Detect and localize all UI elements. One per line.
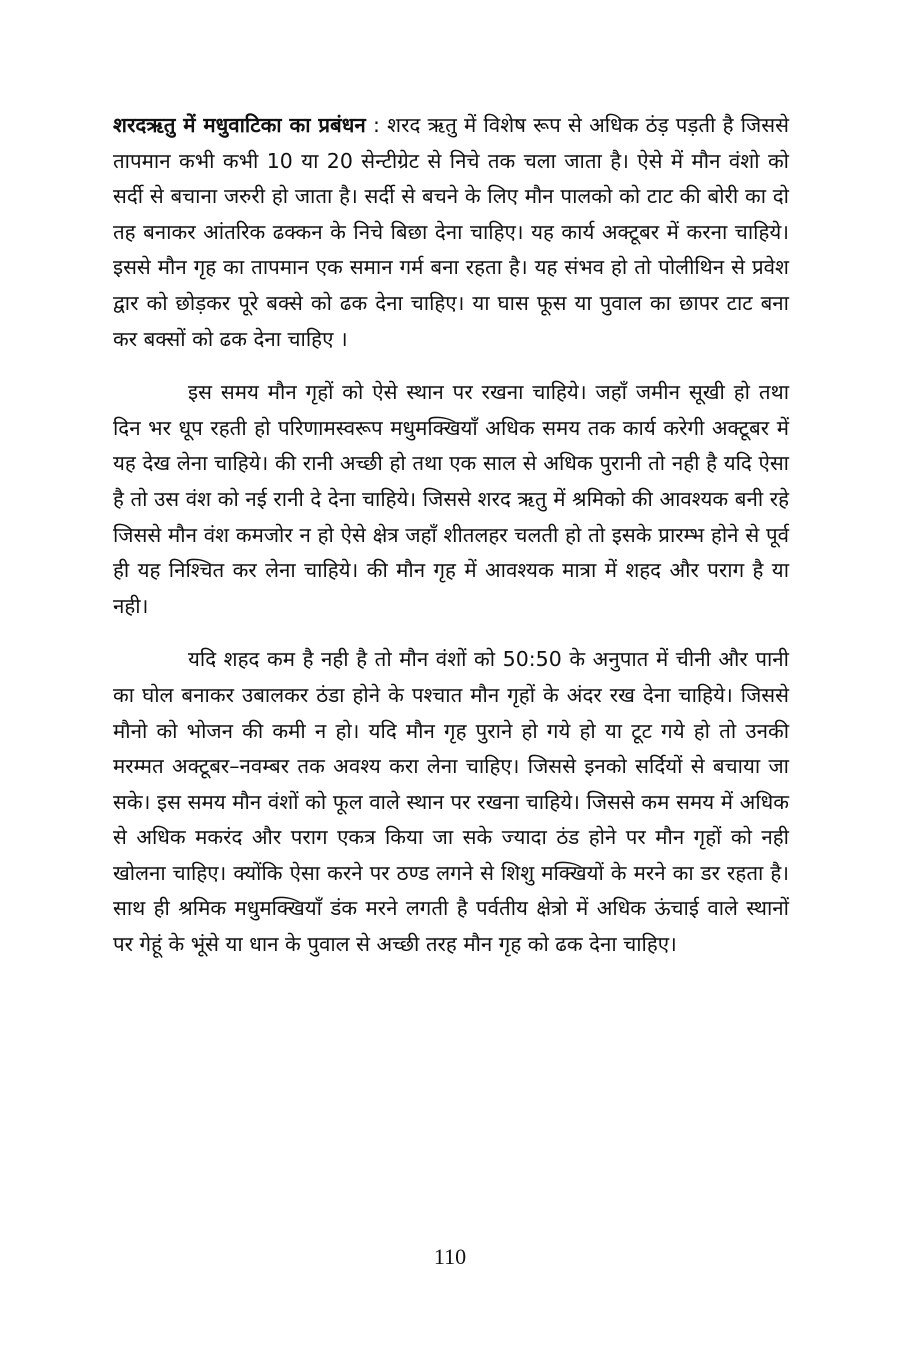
paragraph-1 [113, 108, 789, 357]
paragraph-2: इस समय मौन गृहों को ऐसे स्थान पर रखना चाहिये। जहाँ जमीन सूखी हो तथा दिन भर धूप रहती हो परिणामस्वरूप मधुमक्खियाँ अधिक समय तक कार्य करेगी अक्टूबर में यह देख लेना चाहिये। की रानी अच्छी हो तथा एक साल से अधिक पुरानी तो नही है यदि ऐसा है तो उस वंश को नई रानी दे देना चाहिये। जिससे शरद ऋतु में श्रमिको की आवश्यक बनी रहे जिससे मौन वंश कमजोर न हो ऐसे क्षेत्र जहाँ शीतलहर चलती हो तो इसके प्रारम्भ होने से पूर्व ही यह निश्चित कर लेना चाहिये। की मौन गृह में आवश्यक मात्रा में शहद और पराग है या नही। [113, 380, 789, 618]
heading-separator: : [365, 113, 388, 137]
paragraph-1-text: शरद ऋतु में विशेष रूप से अधिक ठंड़ पड़ती है जिससे तापमान कभी कभी 10 या 20 सेन्टीग्रेट से निचे तक चला जाता है। ऐसे में मौन वंशो को सर्दी से बचाना जरुरी हो जाता है। सर्दी से बचने के लिए मौन पालको को टाट की बोरी का दो तह बनाकर आंतरिक ढक्कन के निचे बिछा देना चाहिए। यह कार्य अक्टूबर में करना चाहिये। इससे मौन गृह का तापमान एक समान गर्म बना रहता है। यह संभव हो तो पोलीथिन से प्रवेश द्वार को छोड़कर पूरे बक्से को ढक देना चाहिए। या घास फूस या पुवाल का छापर टाट बना कर बक्सों को ढक देना चाहिए । [113, 113, 789, 351]
page-number: 110 [433, 1244, 467, 1269]
paragraph-3: यदि शहद कम है नही है तो मौन वंशों को 50:50 के अनुपात में चीनी और पानी का घोल बनाकर उबालकर ठंडा होने के पश्चात मौन गृहों के अंदर रख देना चाहिये। जिससे मौनो को भोजन की कमी न हो। यदि मौन गृह पुराने हो गये हो या टूट गये हो तो उनकी मरम्मत अक्टूबर–नवम्बर तक अवश्य करा लेना चाहिए। जिससे इनको सर्दियों से बचाया जा सके। इस समय मौन वंशों को फूल वाले स्थान पर रखना चाहिये। जिससे कम समय में अधिक से अधिक मकरंद और पराग एकत्र किया जा सके ज्यादा ठंड होने पर मौन गृहों को नही खोलना चाहिए। क्योंकि ऐसा करने पर ठण्ड लगने से शिशु मक्खियों के मरने का डर रहता है। साथ ही श्रमिक मधुमक्खियाँ डंक मरने लगती है पर्वतीय क्षेत्रो में अधिक ऊंचाई वाले स्थानों पर गेहूं के भूंसे या धान के पुवाल से अच्छी तरह मौन गृह को ढक देना चाहिए। [113, 647, 789, 957]
document-body [113, 108, 789, 963]
section-heading: शरदऋतु में मधुवाटिका का प्रबंधन [113, 113, 366, 137]
